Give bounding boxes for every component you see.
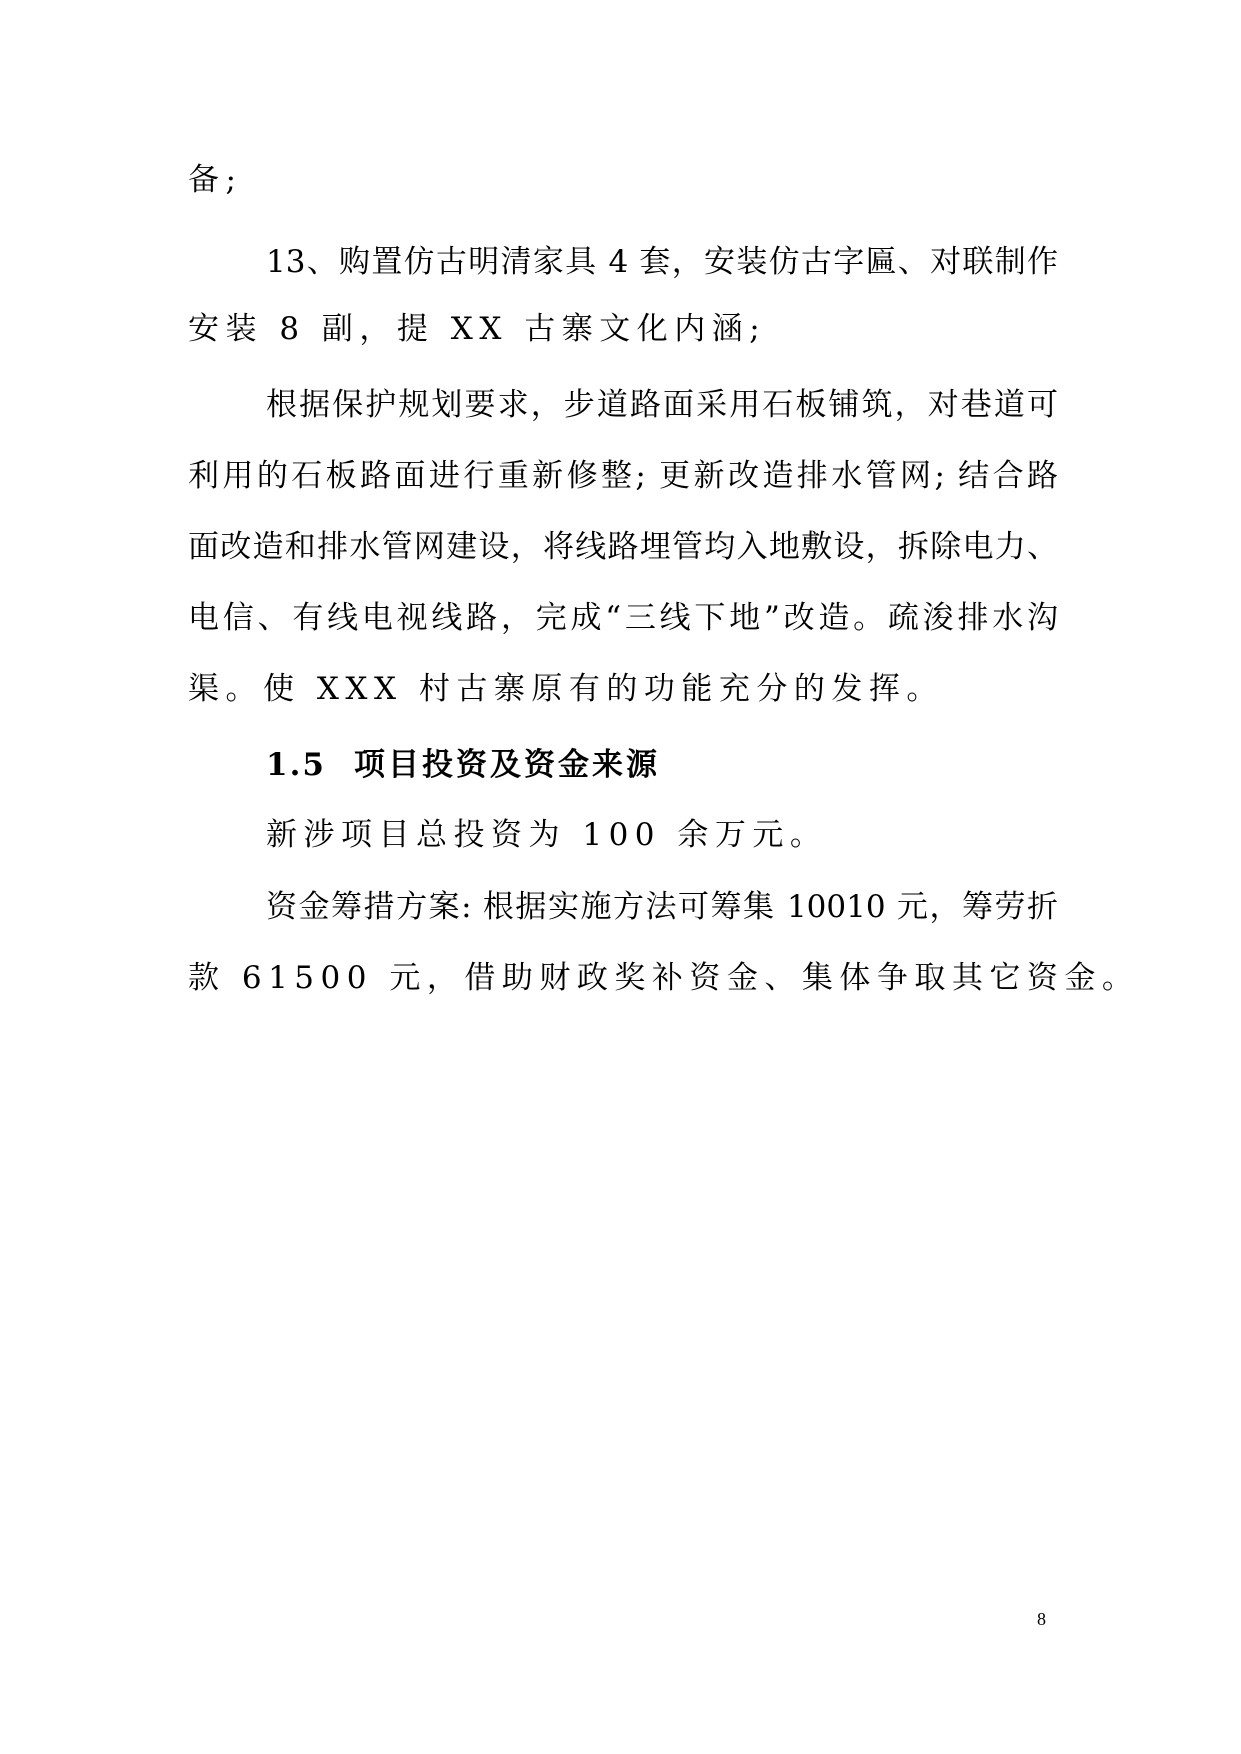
- paragraph-line: 根据保护规划要求，步道路面采用石板铺筑，对巷道可: [266, 387, 1058, 423]
- page-number: 8: [1037, 1609, 1046, 1629]
- paragraph-line: 13、购置仿古明清家具 4 套，安装仿古字匾、对联制作: [266, 244, 1058, 280]
- paragraph-line: 电信、有线电视线路，完成“三线下地”改造。疏浚排水沟: [188, 600, 1058, 636]
- section-title: 项目投资及资金来源: [354, 747, 660, 783]
- funding-line: 资金筹措方案: 根据实施方法可筹集 10010 元，筹劳折: [266, 889, 1058, 925]
- section-number: 1.5: [266, 747, 326, 783]
- paragraph-line: 利用的石板路面进行重新修整; 更新改造排水管网; 结合路: [188, 458, 1058, 494]
- funding-line: 款 61500 元，借助财政奖补资金、集体争取其它资金。: [188, 960, 1140, 996]
- paragraph-line: 渠。使 XXX 村古寨原有的功能充分的发挥。: [188, 671, 944, 707]
- paragraph-line: 备;: [188, 162, 243, 198]
- paragraph-line: 面改造和排水管网建设，将线路埋管均入地敷设，拆除电力、: [188, 529, 1058, 565]
- paragraph-line: 安装 8 副，提 XX 古寨文化内涵;: [188, 311, 767, 347]
- section-heading: [266, 745, 660, 785]
- investment-text: 新涉项目总投资为 100 余万元。: [266, 817, 828, 853]
